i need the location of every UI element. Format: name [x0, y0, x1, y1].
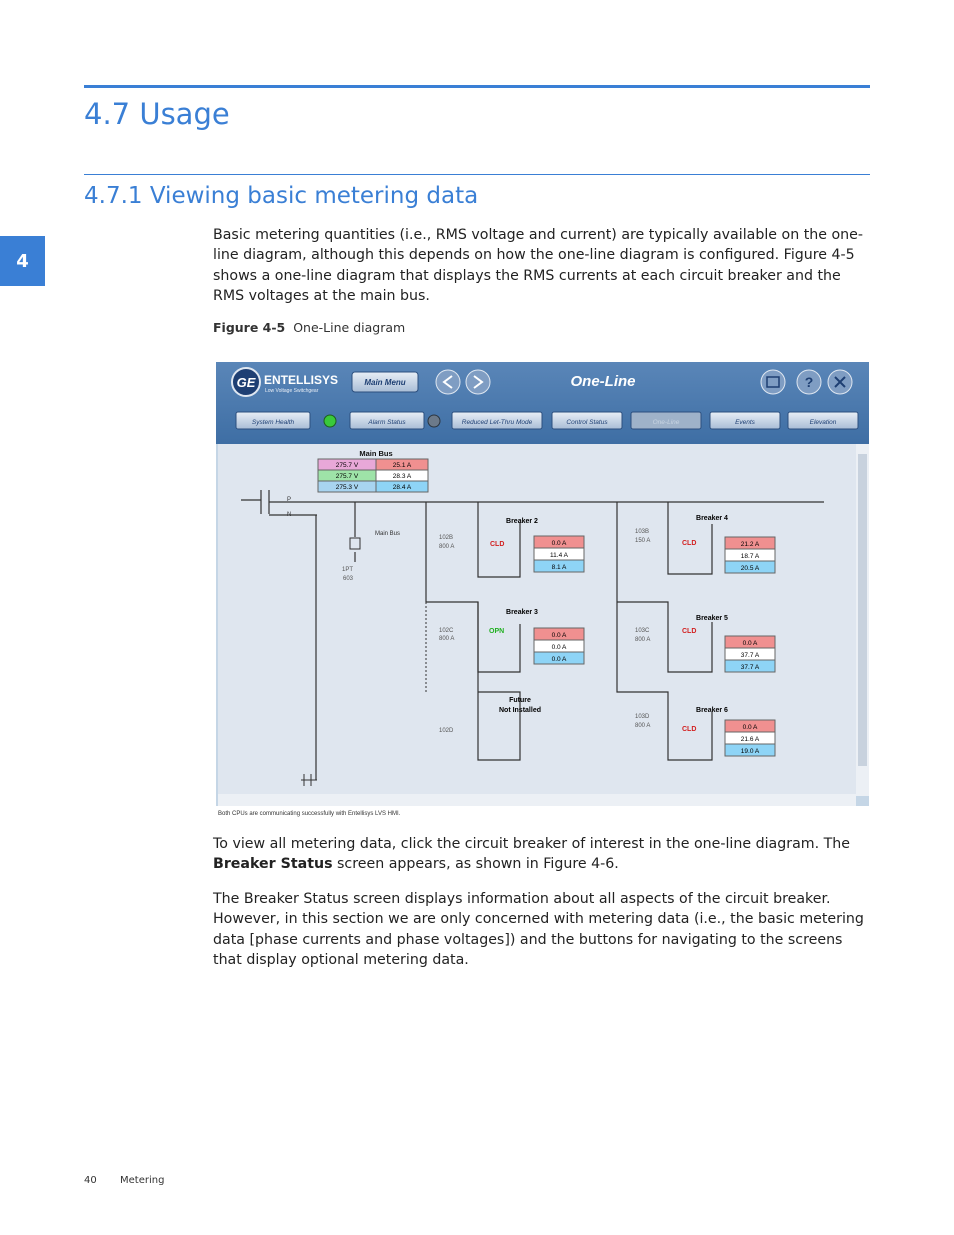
text-run: To view all metering data, click the circuit breaker of interest in the one-line diagram. The	[213, 836, 851, 852]
breaker-state: OPN	[489, 628, 505, 635]
screen-title: One-Line	[570, 373, 636, 390]
nav-elevation[interactable]	[788, 412, 858, 429]
breaker-rating: 800 A	[635, 637, 651, 643]
breaker-rating: 800 A	[439, 636, 455, 642]
footer-section: Metering	[120, 1175, 165, 1186]
breaker-id: 103D	[635, 714, 650, 720]
phase-a-current: 0.0 A	[551, 632, 567, 639]
bus-current-c: 28.4 A	[392, 484, 412, 491]
phase-n-label: N	[287, 512, 292, 518]
nav-label: Elevation	[809, 419, 837, 426]
brand-subtitle: Low Voltage Switchgear	[265, 388, 319, 394]
breaker-name: Breaker 6	[696, 707, 728, 714]
section-heading: 4.7 Usage	[84, 97, 230, 131]
brand-name: ENTELLISYS	[264, 373, 339, 387]
bus-current-a: 25.1 A	[392, 462, 412, 469]
bus-voltage-a: 275.7 V	[335, 462, 359, 469]
pt-bus-label: Main Bus	[375, 531, 401, 537]
nav-label: One-Line	[652, 419, 680, 426]
subsection-rule	[84, 174, 870, 175]
phase-b-current: 11.4 A	[550, 552, 568, 559]
forward-arrow-icon[interactable]	[466, 370, 490, 394]
intro-paragraph: Basic metering quantities (i.e., RMS voltage and current) are typically available on the one-line diagram, although this depends on how the one-line diagram is configured. Figure 4-5 shows a one-line diagram that displays the RMS currents at each circuit breaker and the RMS voltages at the main bus.	[213, 227, 864, 304]
breaker-id: 102B	[439, 535, 454, 541]
phase-c-current: 8.1 A	[551, 564, 567, 571]
phase-p-label: P	[287, 497, 292, 503]
breaker-rating: 150 A	[635, 538, 651, 544]
breaker-id: 102C	[439, 628, 454, 634]
breaker-name: Breaker 2	[506, 518, 538, 525]
print-icon[interactable]	[761, 370, 785, 394]
help-icon[interactable]	[797, 370, 821, 394]
bus-voltage-c: 275.3 V	[335, 484, 359, 491]
phase-b-current: 0.0 A	[551, 644, 567, 651]
status-bar: Both CPUs are communicating successfully with Entellisys LVS HMI.	[218, 811, 401, 817]
nav-control-status[interactable]	[552, 412, 622, 429]
phase-a-current: 0.0 A	[551, 540, 567, 547]
main-bus-meter[interactable]	[318, 459, 428, 492]
phase-a-current: 0.0 A	[742, 640, 758, 647]
nav-alarm-status[interactable]	[350, 412, 424, 429]
nav-label: Reduced Let-Thru Mode	[461, 419, 533, 426]
navigation-paragraph	[213, 834, 873, 875]
breaker-id: 103C	[635, 628, 650, 634]
nav-label: Control Status	[566, 419, 608, 426]
future-label: Future	[509, 697, 531, 704]
breaker-state: CLD	[682, 726, 697, 733]
health-status-led	[324, 415, 336, 427]
phase-c-current: 37.7 A	[740, 664, 760, 671]
breaker-status-paragraph: The Breaker Status screen displays information about all aspects of the circuit breaker. However, in this section we are only concerned with metering data (i.e., the basic metering data [phase currents and phase voltages]) and the buttons for navigating to the screens that display optional metering data.	[213, 891, 864, 968]
main-menu-label: Main Menu	[364, 378, 406, 387]
chapter-tab: 4	[0, 236, 45, 286]
figure-caption	[213, 320, 405, 335]
one-line-screenshot	[216, 362, 869, 819]
back-arrow-icon[interactable]	[436, 370, 460, 394]
nav-system-health[interactable]	[236, 412, 310, 429]
phase-a-current: 0.0 A	[742, 724, 758, 731]
subsection-heading: 4.7.1 Viewing basic metering data	[84, 183, 479, 209]
ge-logo-text: GE	[236, 375, 256, 390]
breaker-id: 102D	[439, 728, 454, 734]
not-installed-label: Not Installed	[498, 707, 542, 714]
phase-b-current: 18.7 A	[740, 553, 760, 560]
breaker-status-term: Breaker Status	[213, 856, 333, 873]
alarm-status-led	[428, 415, 440, 427]
nav-one-line[interactable]	[631, 412, 701, 429]
nav-events[interactable]	[710, 412, 780, 429]
pt-id: 1PT	[342, 567, 354, 573]
phase-c-current: 20.5 A	[740, 565, 760, 572]
main-bus-label: Main Bus	[359, 449, 393, 458]
breaker-name: Breaker 5	[696, 615, 728, 622]
nav-label: System Health	[251, 419, 295, 426]
main-menu-button[interactable]	[352, 372, 418, 392]
horizontal-scrollbar[interactable]	[218, 794, 856, 806]
phase-b-current: 21.6 A	[740, 736, 760, 743]
close-icon[interactable]	[828, 370, 852, 394]
phase-a-current: 21.2 A	[740, 541, 760, 548]
nav-reduced-let-thru[interactable]	[452, 412, 542, 429]
breaker-name: Breaker 4	[696, 515, 728, 522]
figure-number: Figure 4-5	[213, 320, 286, 335]
breaker-state: CLD	[682, 540, 697, 547]
ge-logo	[232, 368, 260, 396]
breaker-id: 103B	[635, 529, 650, 535]
breaker-name: Breaker 3	[506, 609, 538, 616]
pt-ratio: 603	[343, 576, 354, 582]
svg-text:?: ?	[804, 374, 814, 390]
text-run: screen appears, as shown in Figure 4-6.	[332, 856, 619, 873]
bus-current-b: 28.3 A	[392, 473, 412, 480]
phase-b-current: 37.7 A	[740, 652, 760, 659]
phase-c-current: 19.0 A	[740, 748, 760, 755]
top-rule	[84, 85, 870, 88]
breaker-rating: 800 A	[635, 723, 651, 729]
breaker-state: CLD	[490, 541, 505, 548]
breaker-state: CLD	[682, 628, 697, 635]
page-number: 40	[84, 1175, 97, 1186]
bus-voltage-b: 275.7 V	[335, 473, 359, 480]
nav-label: Events	[735, 419, 755, 426]
breaker-rating: 800 A	[439, 544, 455, 550]
phase-c-current: 0.0 A	[551, 656, 567, 663]
nav-label: Alarm Status	[368, 419, 406, 426]
figure-title: One-Line diagram	[293, 320, 406, 335]
